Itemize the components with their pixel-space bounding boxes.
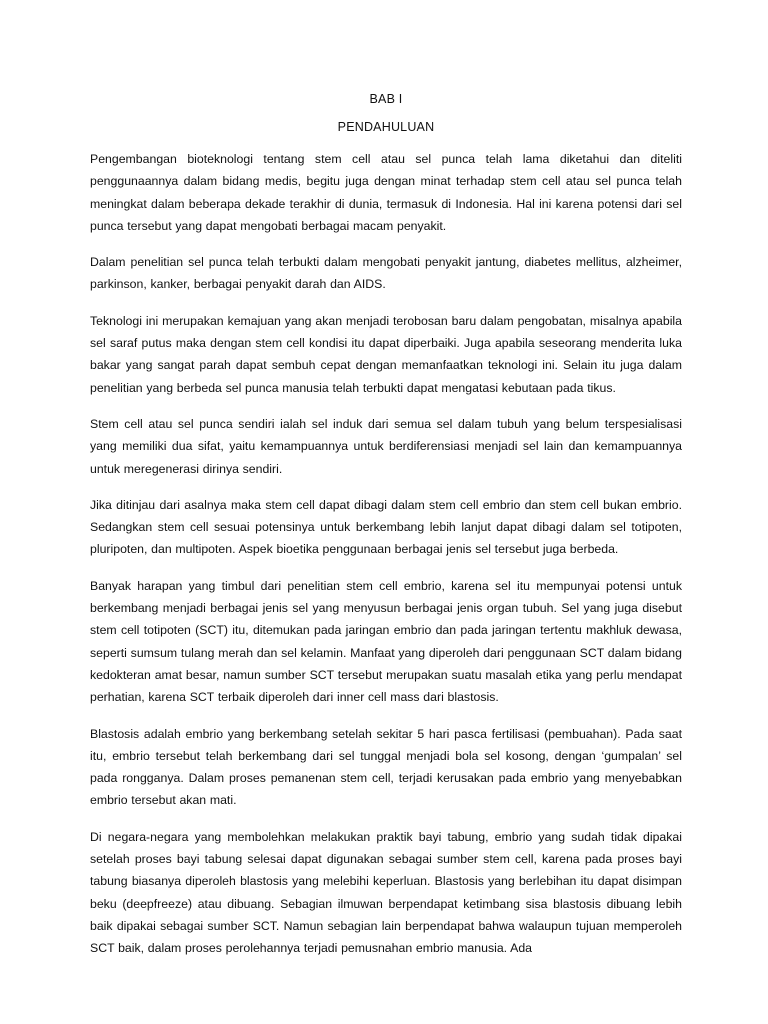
paragraph: Blastosis adalah embrio yang berkembang setelah sekitar 5 hari pasca fertilisasi (pembuahan). Pada saat itu, embrio tersebut telah berkembang dari sel tunggal menjadi bola sel kosong, dengan ‘gumpalan’ sel pada rongganya. Dalam proses pemanenan stem cell, terjadi kerusakan pada embrio yang menyebabkan embrio tersebut akan mati.: [90, 726, 682, 808]
paragraph: Dalam penelitian sel punca telah terbukti dalam mengobati penyakit jantung, diabetes mellitus, alzheimer, parkinson, kanker, berbagai penyakit darah dan AIDS.: [90, 255, 682, 292]
document-page: [90, 90, 682, 974]
paragraph: Banyak harapan yang timbul dari penelitian stem cell embrio, karena sel itu mempunyai potensi untuk berkembang menjadi berbagai jenis sel yang menyusun berbagai jenis organ tubuh. Sel yang juga disebut stem cell totipoten (SCT) itu, ditemukan pada jaringan embrio dan pada jaringan tertentu makhluk dewasa, seperti sumsum tulang merah dan sel kelamin. Manfaat yang diperoleh dari penggunaan SCT dalam bidang kedokteran amat besar, namun sumber SCT tersebut merupakan suatu masalah etika yang perlu mendapat perhatian, karena SCT terbaik diperoleh dari inner cell mass dari blastosis.: [90, 578, 682, 705]
chapter-title: PENDAHULUAN: [337, 120, 435, 134]
paragraph: Di negara-negara yang membolehkan melakukan praktik bayi tabung, embrio yang sudah tidak dipakai setelah proses bayi tabung selesai dapat digunakan sebagai sumber stem cell, karena pada proses bayi tabung biasanya diperoleh blastosis yang melebihi keperluan. Blastosis yang berlebihan itu dapat disimpan beku (deepfreeze) atau dibuang. Sebagian ilmuwan berpendapat ketimbang sisa blastosis dibuang lebih baik dipakai sebagai sumber SCT. Namun sebagian lain berpendapat bahwa walaupun tujuan memperoleh SCT baik, dalam proses perolehannya terjadi pemusnahan embrio manusia. Ada: [90, 829, 682, 956]
paragraph: Jika ditinjau dari asalnya maka stem cell dapat dibagi dalam stem cell embrio dan stem cell bukan embrio. Sedangkan stem cell sesuai potensinya untuk berkembang lebih lanjut dapat dibagi dalam sel totipoten, pluripoten, dan multipoten. Aspek bioetika penggunaan berbagai jenis sel tersebut juga berbeda.: [90, 497, 682, 557]
paragraph: Teknologi ini merupakan kemajuan yang akan menjadi terobosan baru dalam pengobatan, misalnya apabila sel saraf putus maka dengan stem cell kondisi itu dapat diperbaiki. Juga apabila seseorang menderita luka bakar yang sangat parah dapat sembuh cepat dengan memanfaatkan teknologi ini. Selain itu juga dalam penelitian yang berbeda sel punca manusia telah terbukti dapat mengatasi kebutaan pada tikus.: [90, 313, 682, 395]
paragraph: Stem cell atau sel punca sendiri ialah sel induk dari semua sel dalam tubuh yang belum terspesialisasi yang memiliki dua sifat, yaitu kemampuannya untuk berdiferensiasi menjadi sel lain dan kemampuannya untuk meregenerasi dirinya sendiri.: [90, 416, 682, 476]
chapter-heading: BAB I: [369, 92, 403, 106]
paragraph: Pengembangan bioteknologi tentang stem cell atau sel punca telah lama diketahui dan diteliti penggunaannya dalam bidang medis, begitu juga dengan minat terhadap stem cell atau sel punca telah meningkat dalam beberapa dekade terakhir di dunia, termasuk di Indonesia. Hal ini karena potensi dari sel punca tersebut yang dapat mengobati berbagai macam penyakit.: [90, 152, 682, 233]
